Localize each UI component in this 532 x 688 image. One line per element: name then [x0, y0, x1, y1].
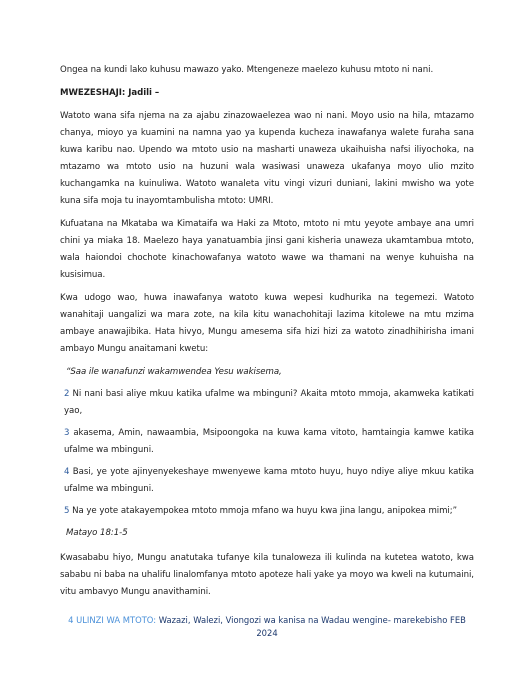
page-footer	[60, 614, 474, 640]
verse-number: 3	[64, 428, 70, 438]
footer-subtitle: Wazazi, Walezi, Viongozi wa kanisa na Wadau wengine- marekebisho FEB 2024	[158, 615, 466, 638]
verse-text: Ni nani basi aliye mkuu katika ufalme wa mbinguni? Akaita mtoto mmoja, akamweka katikati yao,	[64, 389, 474, 416]
verse-text: Na ye yote atakayempokea mtoto mmoja mfano wa huyu kwa jina langu, anipokea mimi;”	[69, 506, 458, 516]
verse-2	[64, 386, 474, 420]
paragraph-2: Kufuatana na Mkataba wa Kimataifa wa Haki za Mtoto, mtoto ni mtu yeyote ambaye ana umri chini ya miaka 18. Maelezo haya yanatuambia jinsi gani kisheria unaweza ukamtambua mtoto, wala haiondoi chochote kinachowafanya watoto wawe wa thamani na wenye kuhuisha na kusisimua.	[60, 219, 474, 280]
verse-intro: “Saa ile wanafunzi wakamwendea Yesu wakisema,	[66, 367, 282, 377]
footer-title: ULINZI WA MTOTO:	[76, 615, 157, 625]
verse-text: Basi, ye yote ajinyenyekeshaye mwenyewe kama mtoto huyu, huyo ndiye aliye mkuu katika ufalme wa mbinguni.	[64, 467, 474, 494]
verse-number: 5	[64, 506, 70, 516]
paragraph-1: Watoto wana sifa njema na za ajabu zinazowaelezea wao ni nani. Moyo usio na hila, mtazamo chanya, mioyo ya kuamini na namna yao ya kupenda kucheza inawafanya walete furaha sana kuwa karibu nao. Upendo wa mtoto usio na masharti unaweza ukaihuisha nafsi iliyochoka, na mtazamo wa mtoto usio na huzuni wala wasiwasi unaweza ukafanya moyo ulio mzito kuchangamka na kuinuliwa. Watoto wanaleta vitu vingi vizuri duniani, lakini mwisho wa yote kuna sifa moja tu inayomtambulisha mtoto: UMRI.	[60, 111, 474, 206]
page-number: 4	[68, 615, 74, 625]
verse-3	[64, 425, 474, 459]
closing-paragraph: Kwasababu hiyo, Mungu anatutaka tufanye kila tunaloweza ili kulinda na kutetea watoto, kwa sababu ni baba na uhalifu linalomfanya mtoto apoteze hali yake ya moyo wa kweli na kutumaini, vitu ambavyo Mungu anavithamini.	[60, 553, 474, 597]
verse-number: 2	[64, 389, 70, 399]
verse-4	[64, 464, 474, 498]
intro-text: Ongea na kundi lako kuhusu mawazo yako. Mtengeneze maelezo kuhusu mtoto ni nani.	[60, 65, 434, 75]
verse-text: akasema, Amin, nawaambia, Msipoongoka na kuwa kama vitoto, hamtaingia kamwe katika ufalme wa mbinguni.	[64, 428, 474, 455]
paragraph-3: Kwa udogo wao, huwa inawafanya watoto kuwa wepesi kudhurika na tegemezi. Watoto wanahitaji uangalizi wa mara zote, na kila kitu wanachohitaji lazima kitolewe na mtu mzima ambaye anawajibika. Hata hivyo, Mungu amesema sifa hizi hizi za watoto zinadhihirisha imani ambayo Mungu anaitamani kwetu:	[60, 293, 474, 354]
verse-number: 4	[64, 467, 70, 477]
section-heading: MWEZESHAJI: Jadili –	[60, 88, 160, 98]
verse-5	[64, 503, 474, 520]
scripture-reference: Matayo 18:1-5	[66, 528, 128, 538]
